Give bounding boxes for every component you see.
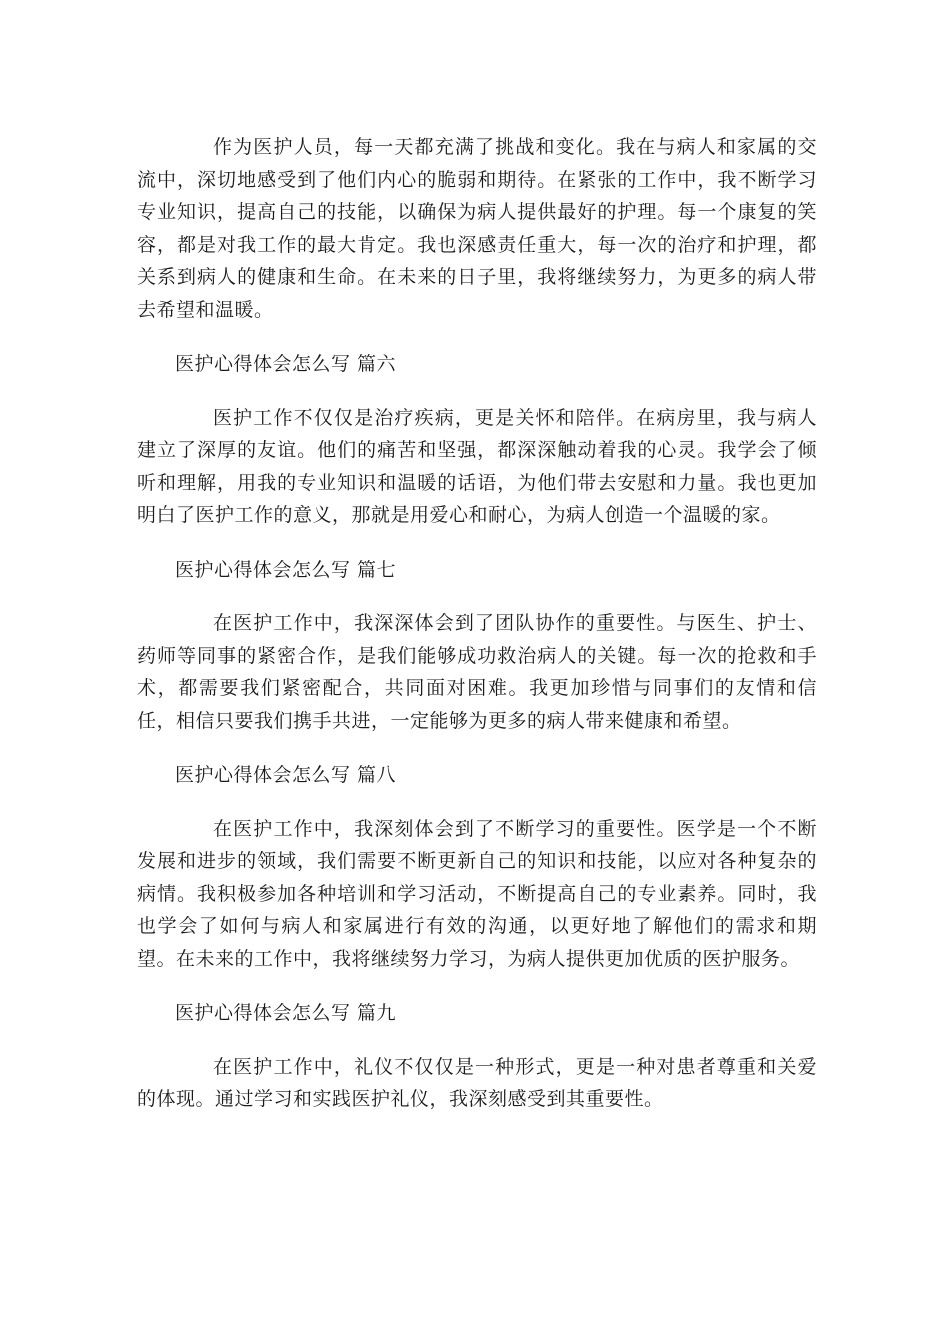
section-heading-8: 医护心得体会怎么写 篇八 [175,764,397,786]
spacer [137,586,817,607]
paragraph-section-6: 医护工作不仅仅是治疗疾病，更是关怀和陪伴。在病房里，我与病人建立了深厚的友谊。他们的痛苦和坚强，都深深触动着我的心灵。我学会了倾听和理解，用我的专业知识和温暖的话语，为他们带去安慰和力量。我也更加明白了医护工作的意义，那就是用爱心和耐心，为病人创造一个温暖的家。 [137,406,817,526]
section-heading-7: 医护心得体会怎么写 篇七 [175,558,397,581]
paragraph-section-9: 在医护工作中，礼仪不仅仅是一种形式，更是一种对患者尊重和关爱的体现。通过学习和实践医护礼仪，我深刻感受到其重要性。 [137,1055,817,1110]
section-heading-6: 医护心得体会怎么写 篇六 [175,353,397,375]
spacer [137,381,817,402]
spacer [137,532,817,554]
paragraph-intro: 作为医护人员，每一天都充满了挑战和变化。我在与病人和家属的交流中，深切地感受到了他们内心的脆弱和期待。在紧张的工作中，我不断学习专业知识，提高自己的技能，以确保为病人提供最好的护理。每一个康复的笑容，都是对我工作的最大肯定。我也深感责任重大，每一次的治疗和护理，都关系到病人的健康和生命。在未来的日子里，我将继续努力，为更多的病人带去希望和温暖。 [137,136,817,321]
spacer [137,975,817,997]
document-page [137,131,817,1116]
spacer [137,792,817,813]
section-heading-9: 医护心得体会怎么写 篇九 [175,1002,397,1024]
paragraph-section-7: 在医护工作中，我深深体会到了团队协作的重要性。与医生、护士、药师等同事的紧密合作，是我们能够成功救治病人的关键。每一次的抢救和手术，都需要我们紧密配合，共同面对困难。我更加珍惜与同事们的友情和信任，相信只要我们携手共进，一定能够为更多的病人带来健康和希望。 [137,612,817,732]
spacer [137,1030,817,1051]
spacer [137,326,817,348]
paragraph-section-8: 在医护工作中，我深刻体会到了不断学习的重要性。医学是一个不断发展和进步的领域，我们需要不断更新自己的知识和技能，以应对各种复杂的病情。我积极参加各种培训和学习活动，不断提高自己的专业素养。同时，我也学会了如何与病人和家属进行有效的沟通，以更好地了解他们的需求和期望。在未来的工作中，我将继续努力学习，为病人提供更加优质的医护服务。 [137,817,817,970]
spacer [137,737,817,759]
